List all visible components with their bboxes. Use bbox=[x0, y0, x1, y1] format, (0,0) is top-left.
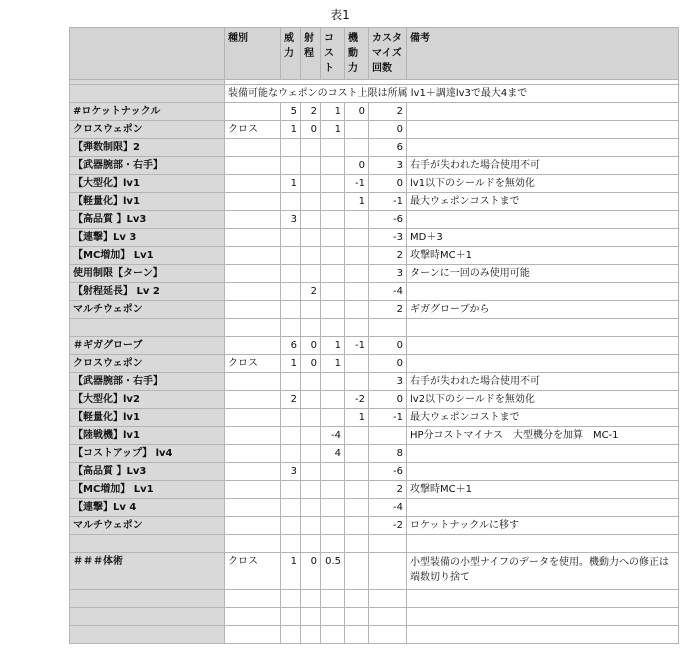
name-cell bbox=[70, 590, 225, 608]
range-cell bbox=[301, 229, 321, 247]
mobility-cell bbox=[345, 319, 369, 337]
mobility-cell: 0 bbox=[345, 103, 369, 121]
table-row bbox=[70, 626, 679, 644]
mobility-cell bbox=[345, 247, 369, 265]
power-cell bbox=[281, 229, 301, 247]
customize-count-cell: -4 bbox=[369, 499, 407, 517]
type-cell bbox=[225, 626, 281, 644]
cost-limit-note-row bbox=[70, 85, 679, 103]
range-cell: 0 bbox=[301, 355, 321, 373]
power-cell bbox=[281, 499, 301, 517]
power-cell bbox=[281, 157, 301, 175]
type-cell bbox=[225, 463, 281, 481]
cost-cell bbox=[321, 139, 345, 157]
mobility-cell bbox=[345, 265, 369, 283]
type-cell bbox=[225, 229, 281, 247]
name-cell: マルチウェポン bbox=[70, 517, 225, 535]
customize-count-cell: -2 bbox=[369, 517, 407, 535]
note-cell: MD＋3 bbox=[407, 229, 679, 247]
note-cell: ロケットナックルに移す bbox=[407, 517, 679, 535]
cost-cell bbox=[321, 301, 345, 319]
note-cell bbox=[407, 463, 679, 481]
customize-count-cell: 0 bbox=[369, 337, 407, 355]
name-cell: 【高品質 】Lv3 bbox=[70, 211, 225, 229]
power-cell: 2 bbox=[281, 391, 301, 409]
table-row bbox=[70, 535, 679, 553]
customize-count-cell: 2 bbox=[369, 481, 407, 499]
name-cell: 【連撃】Lv 3 bbox=[70, 229, 225, 247]
table-row bbox=[70, 355, 679, 373]
type-cell bbox=[225, 283, 281, 301]
note-cell bbox=[407, 103, 679, 121]
cost-limit-note: 装備可能なウェポンのコスト上限は所属 lv1＋調達lv3で最大4まで bbox=[225, 85, 679, 103]
note-cell bbox=[407, 626, 679, 644]
name-cell: ＃＃＃体術 bbox=[70, 553, 225, 590]
table-row bbox=[70, 121, 679, 139]
name-cell bbox=[70, 85, 225, 103]
range-cell bbox=[301, 301, 321, 319]
mobility-cell bbox=[345, 427, 369, 445]
customize-count-cell: 0 bbox=[369, 355, 407, 373]
note-cell bbox=[407, 337, 679, 355]
type-cell bbox=[225, 427, 281, 445]
power-cell: 1 bbox=[281, 355, 301, 373]
power-cell bbox=[281, 139, 301, 157]
mobility-cell bbox=[345, 626, 369, 644]
range-cell bbox=[301, 211, 321, 229]
type-cell bbox=[225, 590, 281, 608]
power-cell bbox=[281, 427, 301, 445]
type-cell bbox=[225, 211, 281, 229]
cost-cell bbox=[321, 626, 345, 644]
type-cell bbox=[225, 175, 281, 193]
power-cell: 1 bbox=[281, 175, 301, 193]
range-cell bbox=[301, 499, 321, 517]
type-cell bbox=[225, 193, 281, 211]
name-cell: 【MC増加】 Lv1 bbox=[70, 247, 225, 265]
customize-count-cell bbox=[369, 608, 407, 626]
table-row bbox=[70, 481, 679, 499]
name-cell bbox=[70, 535, 225, 553]
type-cell: クロス bbox=[225, 553, 281, 590]
note-cell bbox=[407, 121, 679, 139]
mobility-cell: -1 bbox=[345, 337, 369, 355]
type-cell bbox=[225, 409, 281, 427]
power-cell: 6 bbox=[281, 337, 301, 355]
note-cell: 右手が失われた場合使用不可 bbox=[407, 373, 679, 391]
table-row bbox=[70, 211, 679, 229]
range-cell bbox=[301, 409, 321, 427]
range-cell bbox=[301, 175, 321, 193]
note-cell bbox=[407, 445, 679, 463]
table-row bbox=[70, 463, 679, 481]
customize-count-cell: 2 bbox=[369, 301, 407, 319]
mobility-cell bbox=[345, 445, 369, 463]
cost-cell: 1 bbox=[321, 103, 345, 121]
range-cell bbox=[301, 157, 321, 175]
table-row bbox=[70, 229, 679, 247]
mobility-cell bbox=[345, 517, 369, 535]
cost-cell bbox=[321, 499, 345, 517]
customize-count-cell: 6 bbox=[369, 139, 407, 157]
header-cost: コ ス ト bbox=[321, 28, 345, 80]
cost-cell bbox=[321, 175, 345, 193]
type-cell bbox=[225, 139, 281, 157]
name-cell: クロスウェポン bbox=[70, 355, 225, 373]
note-cell bbox=[407, 535, 679, 553]
cost-cell bbox=[321, 463, 345, 481]
note-cell: 攻撃時MC＋1 bbox=[407, 247, 679, 265]
customize-count-cell: -3 bbox=[369, 229, 407, 247]
power-cell: 3 bbox=[281, 211, 301, 229]
header-row bbox=[70, 28, 679, 80]
name-cell bbox=[70, 608, 225, 626]
cost-cell bbox=[321, 608, 345, 626]
table-row bbox=[70, 590, 679, 608]
mobility-cell bbox=[345, 301, 369, 319]
cost-cell bbox=[321, 590, 345, 608]
range-cell: 0 bbox=[301, 121, 321, 139]
mobility-cell bbox=[345, 373, 369, 391]
note-cell: 小型装備の小型ナイフのデータを使用。機動力への修正は端数切り捨て bbox=[407, 553, 679, 590]
note-cell bbox=[407, 499, 679, 517]
type-cell bbox=[225, 391, 281, 409]
type-cell bbox=[225, 481, 281, 499]
name-cell: 【コストアップ】 lv4 bbox=[70, 445, 225, 463]
customize-count-cell: -1 bbox=[369, 193, 407, 211]
customize-count-cell bbox=[369, 590, 407, 608]
power-cell bbox=[281, 608, 301, 626]
range-cell bbox=[301, 608, 321, 626]
table-row bbox=[70, 409, 679, 427]
cost-cell bbox=[321, 229, 345, 247]
name-cell: 【大型化】lv2 bbox=[70, 391, 225, 409]
customize-count-cell: -6 bbox=[369, 211, 407, 229]
mobility-cell bbox=[345, 283, 369, 301]
type-cell bbox=[225, 337, 281, 355]
mobility-cell bbox=[345, 229, 369, 247]
power-cell bbox=[281, 319, 301, 337]
name-cell: クロスウェポン bbox=[70, 121, 225, 139]
range-cell bbox=[301, 626, 321, 644]
mobility-cell bbox=[345, 590, 369, 608]
note-cell bbox=[407, 211, 679, 229]
customize-count-cell: 0 bbox=[369, 391, 407, 409]
note-cell bbox=[407, 608, 679, 626]
range-cell bbox=[301, 247, 321, 265]
header-name-cell bbox=[70, 28, 225, 80]
cost-cell bbox=[321, 211, 345, 229]
customize-count-cell: 0 bbox=[369, 175, 407, 193]
mobility-cell bbox=[345, 121, 369, 139]
table-row bbox=[70, 247, 679, 265]
range-cell bbox=[301, 391, 321, 409]
cost-cell bbox=[321, 319, 345, 337]
customize-count-cell: 3 bbox=[369, 157, 407, 175]
table-row bbox=[70, 103, 679, 121]
type-cell: クロス bbox=[225, 355, 281, 373]
table-row bbox=[70, 139, 679, 157]
mobility-cell bbox=[345, 211, 369, 229]
table-caption: 表1 bbox=[330, 8, 350, 22]
name-cell: 【大型化】lv1 bbox=[70, 175, 225, 193]
power-cell bbox=[281, 626, 301, 644]
mobility-cell bbox=[345, 139, 369, 157]
customize-count-cell bbox=[369, 535, 407, 553]
mobility-cell: 0 bbox=[345, 157, 369, 175]
range-cell bbox=[301, 535, 321, 553]
power-cell: 1 bbox=[281, 121, 301, 139]
power-cell bbox=[281, 301, 301, 319]
customize-count-cell bbox=[369, 626, 407, 644]
customize-count-cell: 2 bbox=[369, 103, 407, 121]
table-row bbox=[70, 373, 679, 391]
customize-count-cell: -6 bbox=[369, 463, 407, 481]
table-row bbox=[70, 445, 679, 463]
cost-cell: 4 bbox=[321, 445, 345, 463]
mobility-cell bbox=[345, 535, 369, 553]
mobility-cell bbox=[345, 481, 369, 499]
table-row bbox=[70, 265, 679, 283]
range-cell bbox=[301, 139, 321, 157]
type-cell bbox=[225, 535, 281, 553]
power-cell bbox=[281, 590, 301, 608]
power-cell bbox=[281, 283, 301, 301]
mobility-cell bbox=[345, 463, 369, 481]
customize-count-cell: 2 bbox=[369, 247, 407, 265]
name-cell: マルチウェポン bbox=[70, 301, 225, 319]
table-row bbox=[70, 319, 679, 337]
header-customize-count: カスタ マイズ 回数 bbox=[369, 28, 407, 80]
cost-cell bbox=[321, 481, 345, 499]
power-cell bbox=[281, 193, 301, 211]
cost-cell bbox=[321, 391, 345, 409]
power-cell: 5 bbox=[281, 103, 301, 121]
type-cell bbox=[225, 445, 281, 463]
name-cell bbox=[70, 319, 225, 337]
note-cell bbox=[407, 283, 679, 301]
name-cell: 【MC増加】 Lv1 bbox=[70, 481, 225, 499]
table-row bbox=[70, 157, 679, 175]
cost-cell bbox=[321, 283, 345, 301]
mobility-cell bbox=[345, 608, 369, 626]
mobility-cell: 1 bbox=[345, 409, 369, 427]
customize-count-cell: -1 bbox=[369, 409, 407, 427]
type-cell bbox=[225, 265, 281, 283]
note-cell: 最大ウェポンコストまで bbox=[407, 193, 679, 211]
range-cell: 0 bbox=[301, 553, 321, 590]
header-mobility: 機 動 力 bbox=[345, 28, 369, 80]
table-row bbox=[70, 608, 679, 626]
note-cell: 攻撃時MC＋1 bbox=[407, 481, 679, 499]
note-cell: HP分コストマイナス 大型機分を加算 MC-1 bbox=[407, 427, 679, 445]
type-cell bbox=[225, 373, 281, 391]
table-row bbox=[70, 427, 679, 445]
note-cell bbox=[407, 319, 679, 337]
name-cell: ＃ギガグローブ bbox=[70, 337, 225, 355]
range-cell bbox=[301, 265, 321, 283]
name-cell: 【高品質 】Lv3 bbox=[70, 463, 225, 481]
range-cell bbox=[301, 427, 321, 445]
range-cell bbox=[301, 481, 321, 499]
power-cell: 1 bbox=[281, 553, 301, 590]
cost-cell: 1 bbox=[321, 355, 345, 373]
note-cell bbox=[407, 355, 679, 373]
customize-count-cell bbox=[369, 427, 407, 445]
mobility-cell: -2 bbox=[345, 391, 369, 409]
note-cell bbox=[407, 590, 679, 608]
range-cell: 2 bbox=[301, 283, 321, 301]
name-cell bbox=[70, 626, 225, 644]
range-cell bbox=[301, 517, 321, 535]
customize-count-cell bbox=[369, 553, 407, 590]
mobility-cell bbox=[345, 355, 369, 373]
mobility-cell: 1 bbox=[345, 193, 369, 211]
type-cell bbox=[225, 517, 281, 535]
cost-cell bbox=[321, 265, 345, 283]
range-cell bbox=[301, 590, 321, 608]
power-cell bbox=[281, 265, 301, 283]
customize-count-cell bbox=[369, 319, 407, 337]
cost-cell: 1 bbox=[321, 337, 345, 355]
mobility-cell: -1 bbox=[345, 175, 369, 193]
customize-count-cell: 3 bbox=[369, 373, 407, 391]
type-cell bbox=[225, 608, 281, 626]
table-row bbox=[70, 175, 679, 193]
type-cell bbox=[225, 103, 281, 121]
range-cell: 0 bbox=[301, 337, 321, 355]
header-range: 射 程 bbox=[301, 28, 321, 80]
customize-count-cell: 8 bbox=[369, 445, 407, 463]
range-cell: 2 bbox=[301, 103, 321, 121]
power-cell bbox=[281, 373, 301, 391]
power-cell: 3 bbox=[281, 463, 301, 481]
range-cell bbox=[301, 373, 321, 391]
note-cell: lv1以下のシールドを無効化 bbox=[407, 175, 679, 193]
name-cell: 【軽量化】lv1 bbox=[70, 409, 225, 427]
cost-cell: 1 bbox=[321, 121, 345, 139]
name-cell: 使用制限【ターン】 bbox=[70, 265, 225, 283]
type-cell bbox=[225, 301, 281, 319]
cost-cell: 0.5 bbox=[321, 553, 345, 590]
power-cell bbox=[281, 517, 301, 535]
customize-count-cell: 0 bbox=[369, 121, 407, 139]
header-power: 威 力 bbox=[281, 28, 301, 80]
type-cell bbox=[225, 157, 281, 175]
power-cell bbox=[281, 481, 301, 499]
range-cell bbox=[301, 445, 321, 463]
note-cell: ギガグローブから bbox=[407, 301, 679, 319]
note-cell bbox=[407, 139, 679, 157]
name-cell: 【武器腕部・右手】 bbox=[70, 373, 225, 391]
name-cell: 【軽量化】lv1 bbox=[70, 193, 225, 211]
header-note: 備考 bbox=[407, 28, 679, 80]
type-cell bbox=[225, 499, 281, 517]
name-cell: 【弾数制限】2 bbox=[70, 139, 225, 157]
note-cell: ターンに一回のみ使用可能 bbox=[407, 265, 679, 283]
name-cell: 【陸戦機】lv1 bbox=[70, 427, 225, 445]
power-cell bbox=[281, 247, 301, 265]
weapon-spec-table bbox=[69, 27, 679, 644]
cost-cell bbox=[321, 409, 345, 427]
note-cell: lv2以下のシールドを無効化 bbox=[407, 391, 679, 409]
type-cell: クロス bbox=[225, 121, 281, 139]
cost-cell bbox=[321, 517, 345, 535]
cost-cell bbox=[321, 157, 345, 175]
table-row bbox=[70, 193, 679, 211]
type-cell bbox=[225, 319, 281, 337]
range-cell bbox=[301, 463, 321, 481]
table-row bbox=[70, 301, 679, 319]
table-row bbox=[70, 499, 679, 517]
range-cell bbox=[301, 319, 321, 337]
mobility-cell bbox=[345, 499, 369, 517]
cost-cell bbox=[321, 535, 345, 553]
table-row bbox=[70, 391, 679, 409]
name-cell: 【連撃】Lv 4 bbox=[70, 499, 225, 517]
power-cell bbox=[281, 535, 301, 553]
cost-cell bbox=[321, 247, 345, 265]
customize-count-cell: 3 bbox=[369, 265, 407, 283]
name-cell: 【武器腕部・右手】 bbox=[70, 157, 225, 175]
cost-cell bbox=[321, 193, 345, 211]
note-cell: 右手が失われた場合使用不可 bbox=[407, 157, 679, 175]
table-row bbox=[70, 517, 679, 535]
table-row bbox=[70, 553, 679, 590]
note-cell: 最大ウェポンコストまで bbox=[407, 409, 679, 427]
name-cell: #ロケットナックル bbox=[70, 103, 225, 121]
name-cell: 【射程延長】 Lv 2 bbox=[70, 283, 225, 301]
type-cell bbox=[225, 247, 281, 265]
header-type: 種別 bbox=[225, 28, 281, 80]
table-row bbox=[70, 283, 679, 301]
range-cell bbox=[301, 193, 321, 211]
power-cell bbox=[281, 409, 301, 427]
cost-cell bbox=[321, 373, 345, 391]
cost-cell: -4 bbox=[321, 427, 345, 445]
mobility-cell bbox=[345, 553, 369, 590]
customize-count-cell: -4 bbox=[369, 283, 407, 301]
power-cell bbox=[281, 445, 301, 463]
table-row bbox=[70, 337, 679, 355]
